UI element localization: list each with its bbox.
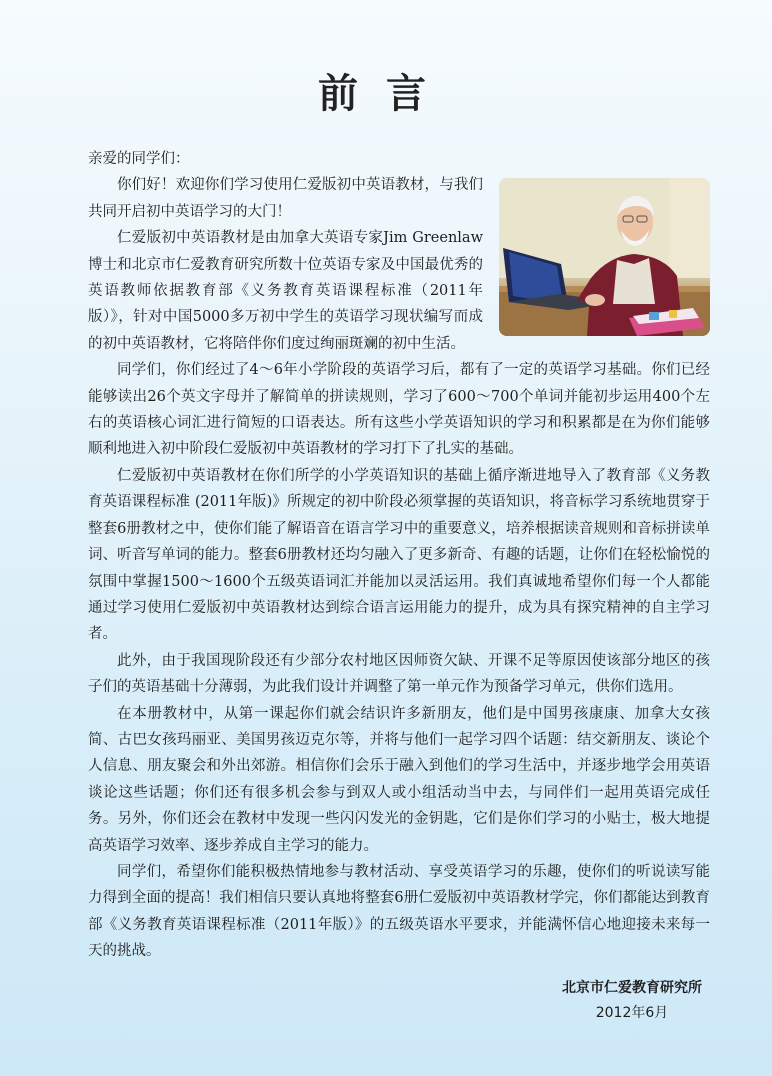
paragraph: 在本册教材中，从第一课起你们就会结识许多新朋友，他们是中国男孩康康、加拿大女孩简、古巴女孩玛丽亚、美国男孩迈克尔等，并将与他们一起学习四个话题：结交新朋友、谈论个人信息、朋友聚会和外出郊游。相信你们会乐于融入到他们的学习生活中，并逐步地学会用英语谈论这些话题；你们还有很多机会参与到双人或小组活动当中去，与同伴们一起用英语完成任务。另外，你们还会在教材中发现一些闪闪发光的金钥匙，它们是你们学习的小贴士，极大地提高英语学习效率、逐步养成自主学习的能力。 <box>88 705 710 854</box>
signature-block <box>562 976 702 1026</box>
author-photo <box>499 178 710 336</box>
page-title: 前言 <box>318 71 454 117</box>
paragraph: 同学们，你们经过了4～6年小学阶段的英语学习后，都有了一定的英语学习基础。你们已经能够读出26个英文字母并了解简单的拼读规则，学习了600～700个单词并能初步运用400个左右的英语核心词汇进行简短的口语表达。所有这些小学英语知识的学习和积累都是在为你们能够顺利地进入初中阶段仁爱版初中英语教材的学习打下了扎实的基础。 <box>88 362 710 458</box>
paragraph: 仁爱版初中英语教材是由加拿大英语专家Jim Greenlaw博士和北京市仁爱教育研究所数十位英语专家及中国最优秀的英语教师依据教育部《义务教育英语课程标准（2011年版）》，针对中国5000多万初中学生的英语学习现状编写而成的初中英语教材，它将陪伴你们度过绚丽斑斓的初中生活。 <box>88 230 483 352</box>
signature-date: 2012年6月 <box>595 1005 669 1021</box>
paragraph: 此外，由于我国现阶段还有少部分农村地区因师资欠缺、开课不足等原因使该部分地区的孩子们的英语基础十分薄弱，为此我们设计并调整了第一单元作为预备学习单元，供你们选用。 <box>88 652 710 696</box>
paragraph: 仁爱版初中英语教材在你们所学的小学英语知识的基础上循序渐进地导入了教育部《义务教育英语课程标准 (2011年版)》所规定的初中阶段必须掌握的英语知识，将音标学习系统地贯穿于整套6册教材之中，使你们能了解语音在语言学习中的重要意义，培养根据读音规则和音标拼读单词、听音写单词的能力。整套6册教材还均匀融入了更多新奇、有趣的话题，让你们在轻松愉悦的氛围中掌握1500～1600个五级英语词汇并能加以灵活运用。我们真诚地希望你们每一个人都能通过学习使用仁爱版初中英语教材达到综合语言运用能力的提升，成为具有探究精神的自主学习者。 <box>88 467 710 643</box>
letter-body <box>88 146 710 965</box>
signature-organization: 北京市仁爱教育研究所 <box>562 980 702 996</box>
paragraph: 同学们，希望你们能积极热情地参与教材活动、享受英语学习的乐趣，使你们的听说读写能力得到全面的提高！我们相信只要认真地将整套6册仁爱版初中英语教材学完，你们都能达到教育部《义务教育英语课程标准（2011年版）》的五级英语水平要求，并能满怀信心地迎接未来每一天的挑战。 <box>88 863 710 960</box>
salutation: 亲爱的同学们： <box>88 151 190 167</box>
paragraph: 你们好！欢迎你们学习使用仁爱版初中英语教材，与我们共同开启初中英语学习的大门！ <box>88 177 483 220</box>
